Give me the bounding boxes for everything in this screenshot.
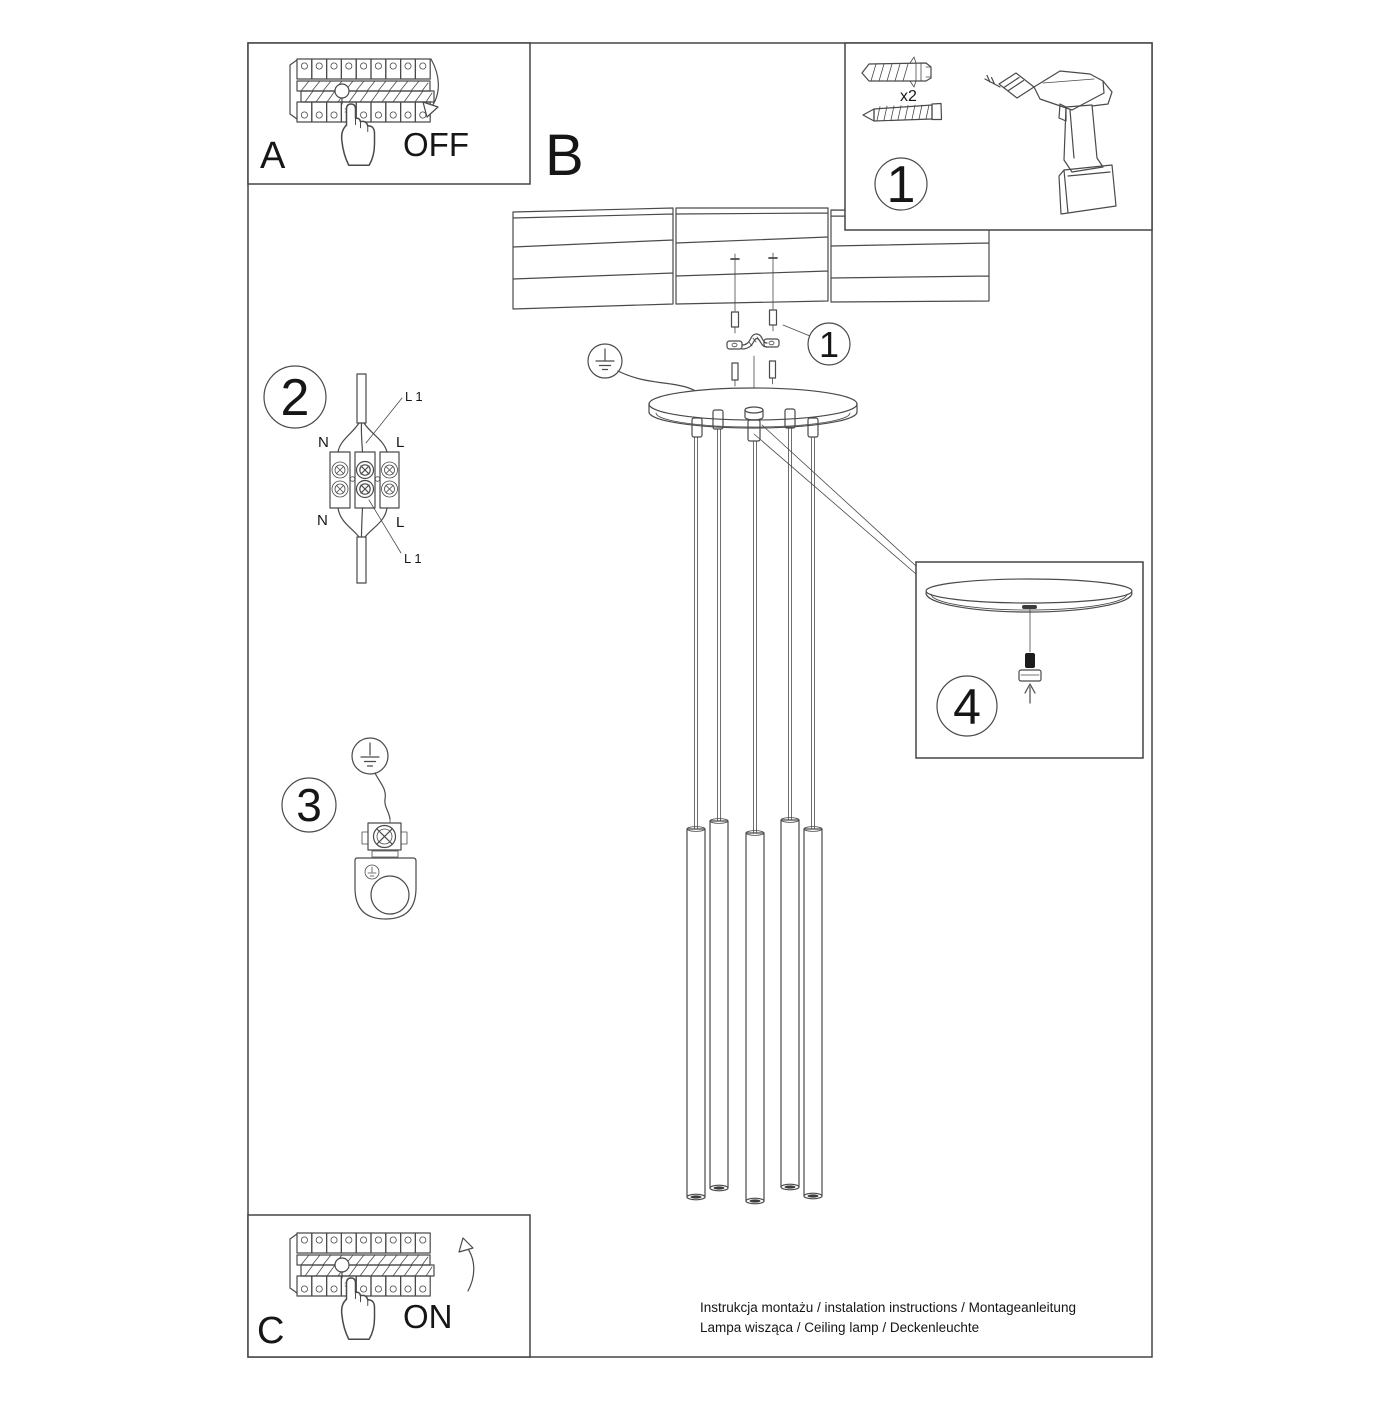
anchor-quantity-label: x2 — [900, 88, 917, 105]
panel-c — [248, 1215, 530, 1357]
pendant-tube — [804, 827, 822, 1199]
footer-line1: Instrukcja montażu / instalation instructions / Montageanleitung — [700, 1300, 1076, 1315]
step1-callout-number: 1 — [818, 324, 840, 365]
step4-number: 4 — [953, 679, 981, 735]
pendant-tube — [781, 818, 799, 1190]
panel-c-label: C — [257, 1310, 285, 1352]
step3-number: 3 — [296, 779, 322, 831]
canopy-bottom-icon — [926, 579, 1132, 612]
step2-number: 2 — [280, 369, 310, 427]
step1-number: 1 — [886, 156, 916, 214]
off-label: OFF — [403, 126, 469, 163]
footer-line2: Lampa wisząca / Ceiling lamp / Deckenleuchte — [700, 1320, 980, 1335]
panel-b-label: B — [545, 123, 584, 188]
on-label: ON — [403, 1298, 453, 1335]
panel-a-label: A — [260, 135, 286, 177]
wire-label-l1-top: L 1 — [405, 389, 423, 404]
step4-detail-box — [916, 562, 1143, 758]
wire-label-l-bottom: L — [396, 514, 405, 531]
pendant-tube — [687, 827, 705, 1200]
wire-label-l1-bottom: L 1 — [404, 551, 422, 566]
step1-tools-box — [845, 43, 1152, 230]
pendant-tube — [746, 831, 764, 1204]
panel-a — [248, 43, 530, 184]
pendant-tube — [710, 819, 728, 1191]
wire-label-n-bottom: N — [317, 512, 328, 529]
wire-label-n-top: N — [318, 434, 329, 451]
wire-label-l-top: L — [396, 434, 405, 451]
